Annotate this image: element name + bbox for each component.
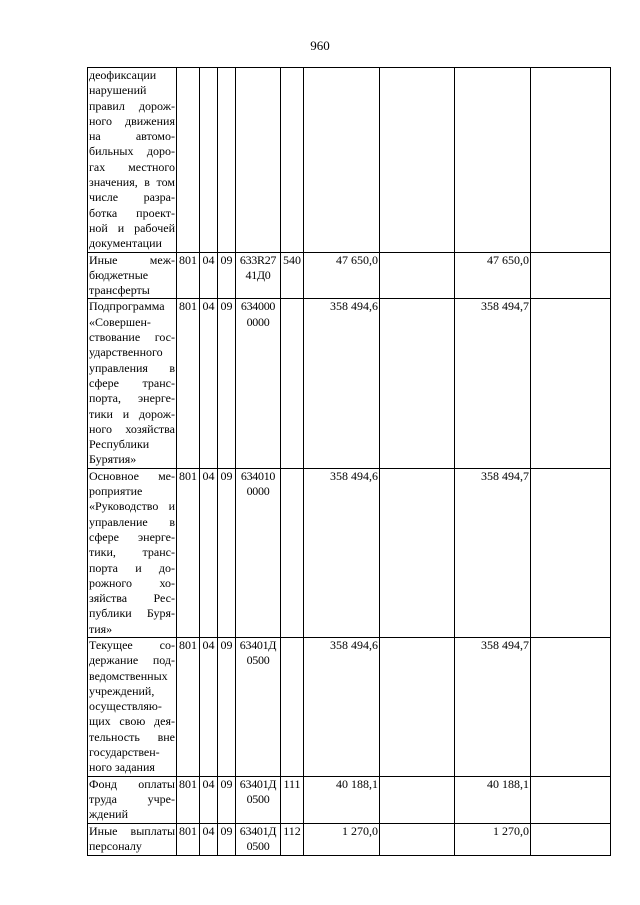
- amount-4: [531, 299, 611, 468]
- target-article-code-part1: 63401Д: [239, 823, 277, 838]
- page-number: 960: [310, 38, 330, 53]
- section-code: 04: [200, 776, 218, 823]
- subsection-code: [218, 68, 236, 253]
- target-article-code: [236, 637, 281, 776]
- section-code: 04: [200, 637, 218, 776]
- expense-type-code: [281, 299, 304, 468]
- target-article-code-part2: 0500: [246, 838, 270, 853]
- subsection-code: 09: [218, 637, 236, 776]
- row-name: Основное ме-роприятие «Руководство и управление в сфере энерге-тики, транс-порта и до-рожного хо-зяйства Рес-публики Буря-тия»: [89, 468, 175, 636]
- target-article-code-part2: 0000: [246, 484, 270, 499]
- amount-3: 1 270,0: [455, 823, 531, 855]
- section-code: 04: [200, 299, 218, 468]
- expense-type-code: [281, 68, 304, 253]
- ministry-code: 801: [177, 823, 200, 855]
- amount-2: [380, 252, 455, 299]
- amount-2: [380, 299, 455, 468]
- expense-type-code: [281, 468, 304, 637]
- subsection-code: 09: [218, 299, 236, 468]
- ministry-code: 801: [177, 468, 200, 637]
- table-row: [88, 637, 611, 776]
- expense-type-code: 111: [281, 776, 304, 823]
- target-article-code-part1: 63401Д: [239, 776, 277, 791]
- amount-1: 358 494,6: [304, 468, 380, 637]
- amount-2: [380, 637, 455, 776]
- subsection-code: 09: [218, 823, 236, 855]
- section-code: 04: [200, 252, 218, 299]
- row-name: Подпрограмма «Совершен-ствование гос-ударственного управления в сфере транс-порта, энерге-тики и дорож-ного хозяйства Республики Бурятия»: [89, 299, 175, 467]
- section-code: 04: [200, 823, 218, 855]
- amount-4: [531, 776, 611, 823]
- amount-4: [531, 637, 611, 776]
- amount-3: 358 494,7: [455, 468, 531, 637]
- amount-3: 358 494,7: [455, 299, 531, 468]
- amount-3: [455, 68, 531, 253]
- ministry-code: 801: [177, 776, 200, 823]
- ministry-code: [177, 68, 200, 253]
- amount-2: [380, 68, 455, 253]
- amount-4: [531, 823, 611, 855]
- row-name: Иные меж-бюджетные трансферты: [89, 252, 175, 298]
- target-article-code-part1: 634000: [240, 299, 276, 314]
- ministry-code: 801: [177, 299, 200, 468]
- amount-4: [531, 68, 611, 253]
- target-article-code: [236, 68, 281, 253]
- amount-2: [380, 823, 455, 855]
- target-article-code: [236, 823, 281, 855]
- expense-type-code: [281, 637, 304, 776]
- target-article-code: [236, 468, 281, 637]
- amount-2: [380, 468, 455, 637]
- section-code: 04: [200, 468, 218, 637]
- amount-3: 47 650,0: [455, 252, 531, 299]
- row-name: деофиксации нарушений правил дорож-ного движения на автомо-бильных доро-гах местного значения, в том числе разра-ботка проект-ной и рабочей документации: [89, 68, 175, 251]
- expense-type-code: 540: [281, 252, 304, 299]
- amount-1: 47 650,0: [304, 252, 380, 299]
- table-row: [88, 468, 611, 637]
- target-article-code: [236, 299, 281, 468]
- amount-3: 40 188,1: [455, 776, 531, 823]
- table-row: [88, 823, 611, 855]
- table-row: [88, 776, 611, 823]
- amount-2: [380, 776, 455, 823]
- target-article-code-part2: 41Д0: [245, 267, 271, 282]
- amount-1: 40 188,1: [304, 776, 380, 823]
- table-row: [88, 252, 611, 299]
- target-article-code-part2: 0000: [246, 314, 270, 329]
- target-article-code-part1: 633R27: [239, 252, 277, 267]
- target-article-code: [236, 776, 281, 823]
- subsection-code: 09: [218, 468, 236, 637]
- ministry-code: 801: [177, 637, 200, 776]
- amount-1: 358 494,6: [304, 299, 380, 468]
- amount-3: 358 494,7: [455, 637, 531, 776]
- ministry-code: 801: [177, 252, 200, 299]
- amount-4: [531, 252, 611, 299]
- amount-1: [304, 68, 380, 253]
- amount-1: 358 494,6: [304, 637, 380, 776]
- target-article-code-part2: 0500: [246, 791, 270, 806]
- budget-table: [87, 67, 611, 856]
- row-name: Иные выплаты персоналу: [88, 823, 177, 855]
- target-article-code-part1: 634010: [240, 468, 276, 483]
- target-article-code-part1: 63401Д: [239, 637, 277, 652]
- amount-1: 1 270,0: [304, 823, 380, 855]
- expense-type-code: 112: [281, 823, 304, 855]
- subsection-code: 09: [218, 252, 236, 299]
- target-article-code-part2: 0500: [246, 653, 270, 668]
- target-article-code: [236, 252, 281, 299]
- subsection-code: 09: [218, 776, 236, 823]
- table-row: [88, 299, 611, 468]
- table-row: [88, 68, 611, 253]
- row-name: Текущее со-держание под-ведомственных учреждений, осуществляю-щих свою дея-тельность вне государствен-ного задания: [89, 637, 175, 775]
- row-name: Фонд оплаты труда учре-ждений: [89, 776, 175, 822]
- section-code: [200, 68, 218, 253]
- amount-4: [531, 468, 611, 637]
